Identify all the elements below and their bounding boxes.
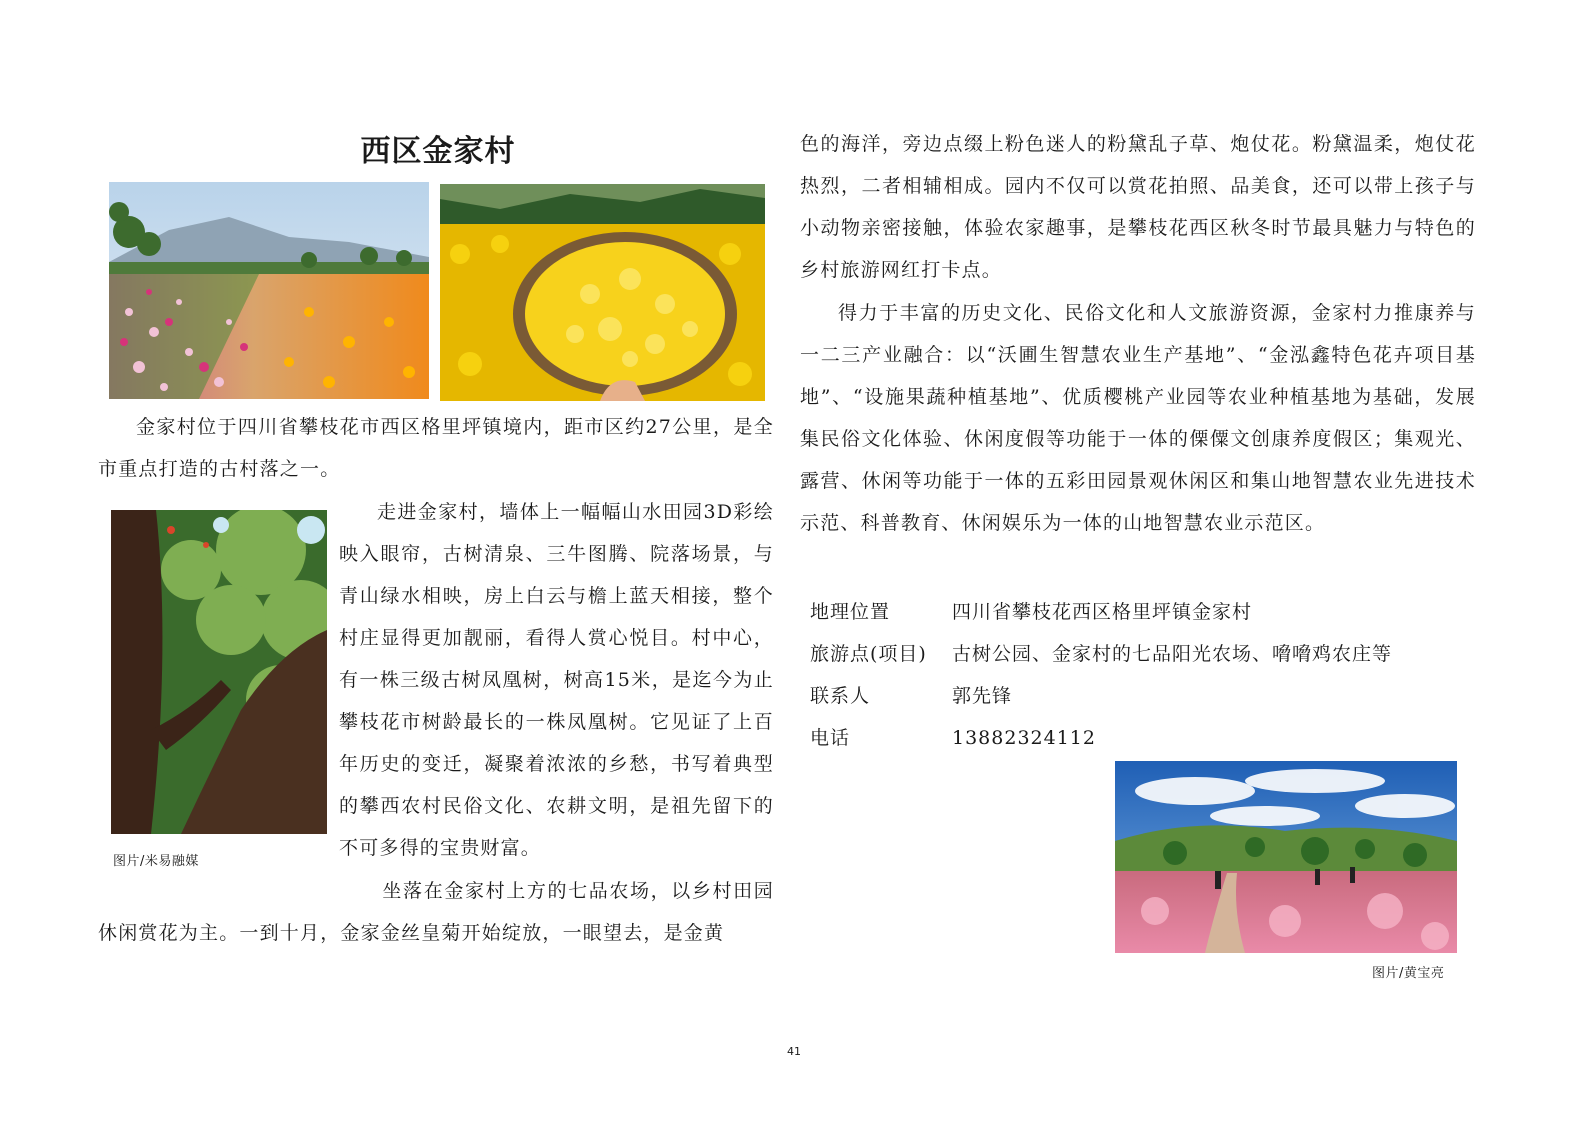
info-value: 四川省攀枝花西区格里坪镇金家村 bbox=[952, 601, 1253, 623]
farm-paragraph-part1 bbox=[98, 870, 774, 954]
info-value: 郭先锋 bbox=[952, 685, 1013, 707]
farm-paragraph-part1-text: 坐落在金家村上方的七品农场，以乡村田园休闲赏花为主。一到十月，金家金丝皇菊开始绽放，一眼望去，是金黄 bbox=[98, 880, 774, 944]
chrysanthemum-basket-photo bbox=[440, 184, 765, 401]
info-value: 古树公园、金家村的七品阳光农场、嗋嗋鸡农庄等 bbox=[952, 643, 1393, 665]
info-row-attractions bbox=[810, 639, 1392, 666]
page-title: 西区金家村 bbox=[360, 134, 516, 169]
pink-grass-field-photo bbox=[1115, 761, 1457, 953]
info-row-contact bbox=[810, 681, 1012, 708]
intro-paragraph: 金家村位于四川省攀枝花市西区格里坪镇境内，距市区约27公里，是全市重点打造的古村落之一。 bbox=[98, 416, 774, 480]
page-number: 41 bbox=[787, 1045, 801, 1058]
phoenix-tree-photo bbox=[111, 510, 327, 834]
industry-paragraph: 得力于丰富的历史文化、民俗文化和人文旅游资源，金家村力推康养与一二三产业融合：以“沃圃生智慧农业生产基地”、“金泓鑫特色花卉项目基地”、“设施果蔬种植基地”、优质樱桃产业园等农业种植基地为基础，发展集民俗文化体验、休闲度假等功能于一体的傈僳文创康养度假区；集观光、露营、休闲等功能于一体的五彩田园景观休闲区和集山地智慧农业先进技术示范、科普教育、休闲娱乐为一体的山地智慧农业示范区。 bbox=[800, 302, 1476, 534]
tree-photo-caption: 图片/米易融媒 bbox=[113, 854, 199, 869]
field-photo-caption: 图片/黄宝亮 bbox=[1372, 966, 1445, 981]
info-key: 旅游点(项目) bbox=[810, 643, 927, 665]
village-paragraph: 走进金家村，墙体上一幅幅山水田园3D彩绘映入眼帘，古树清泉、三牛图腾、院落场景，与青山绿水相映，房上白云与檐上蓝天相接，整个村庄显得更加靓丽，看得人赏心悦目。村中心，有一株三级古树凤凰树，树高15米，是迄今为止攀枝花市树龄最长的一株凤凰树。它见证了上百年历史的变迁，凝聚着浓浓的乡愁，书写着典型的攀西农村民俗文化、农耕文明，是祖先留下的不可多得的宝贵财富。 bbox=[339, 501, 774, 859]
info-key: 地理位置 bbox=[810, 601, 891, 623]
info-row-location bbox=[810, 597, 1252, 624]
info-key: 电话 bbox=[810, 727, 851, 749]
info-key: 联系人 bbox=[810, 685, 871, 707]
info-value: 13882324112 bbox=[952, 727, 1096, 749]
farm-paragraph-part2: 色的海洋，旁边点缀上粉色迷人的粉黛乱子草、炮仗花。粉黛温柔，炮仗花热烈，二者相辅相成。园内不仅可以赏花拍照、品美食，还可以带上孩子与小动物亲密接触，体验农家趣事，是攀枝花西区秋冬时节最具魅力与特色的乡村旅游网红打卡点。 bbox=[800, 133, 1476, 281]
flower-field-photo bbox=[109, 182, 429, 399]
info-row-phone bbox=[810, 723, 1096, 750]
